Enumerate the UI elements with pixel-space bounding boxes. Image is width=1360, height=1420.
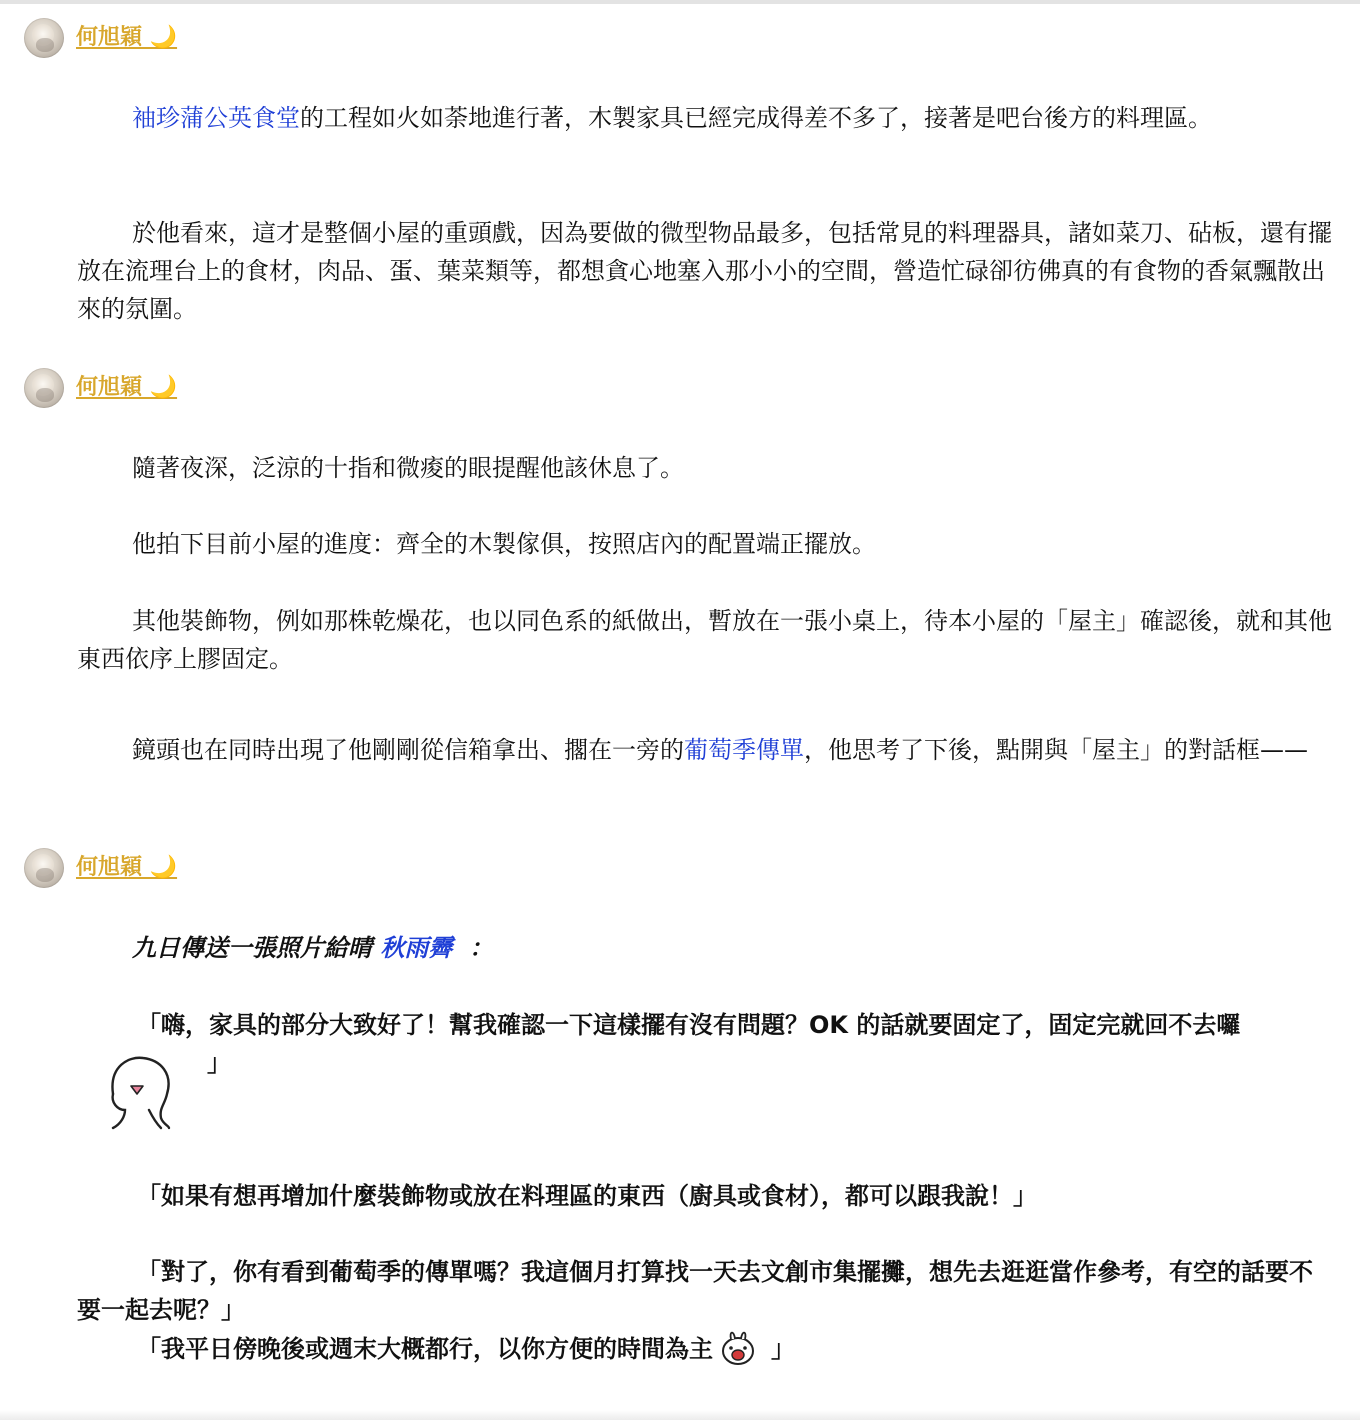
paragraph xyxy=(77,214,1332,328)
avatar[interactable] xyxy=(24,18,64,58)
post-header xyxy=(24,16,177,60)
recipient-link[interactable]: 秋雨霽 xyxy=(380,934,453,962)
paragraph xyxy=(77,731,1332,769)
message-close-quote: 」 xyxy=(207,1049,231,1077)
post-header xyxy=(24,366,177,410)
paragraph xyxy=(77,99,1332,137)
message-text: 「我平日傍晚後或週末大概都行，以你方便的時間為主 xyxy=(137,1335,713,1363)
shop-name-link[interactable]: 袖珍蒲公英食堂 xyxy=(132,104,300,132)
paragraph-text: 鏡頭也在同時出現了他剛剛從信箱拿出、擱在一旁的 xyxy=(132,736,684,764)
ghost-sticker-icon xyxy=(99,1044,179,1130)
message-close-quote: 」 xyxy=(771,1335,795,1363)
message-text: 「對了，你有看到葡萄季的傳單嗎？我這個月打算找一天去文創市集擺攤，想先去逛逛當作參考，有空的話要不要一起去呢？」 xyxy=(77,1258,1313,1324)
author-name-link[interactable]: 何旭穎 🌙 xyxy=(76,855,178,880)
paragraph xyxy=(77,525,1332,563)
bottom-edge xyxy=(0,1410,1360,1420)
avatar[interactable] xyxy=(24,848,64,888)
paragraph xyxy=(77,449,1332,487)
paragraph-text: ，他思考了下後，點開與「屋主」的對話框—— xyxy=(804,736,1308,764)
paragraph xyxy=(77,602,1332,678)
message xyxy=(77,1177,1332,1215)
message xyxy=(77,1006,1337,1130)
author-name-link[interactable]: 何旭穎 🌙 xyxy=(76,375,178,400)
action-colon: ： xyxy=(469,934,494,962)
message-text: 「如果有想再增加什麼裝飾物或放在料理區的東西（廚具或食材），都可以跟我說！」 xyxy=(137,1182,1037,1210)
message-text: 「嗨，家具的部分大致好了！幫我確認一下這樣擺有沒有問題？OK 的話就要固定了，固定完就回不去囉 xyxy=(137,1011,1241,1039)
action-text: 九日傳送一張照片給晴 xyxy=(132,934,372,962)
bunny-sticker-icon xyxy=(719,1329,757,1367)
paragraph-text: 隨著夜深，泛涼的十指和微痠的眼提醒他該休息了。 xyxy=(132,454,684,482)
paragraph-text: 其他裝飾物，例如那株乾燥花，也以同色系的紙做出，暫放在一張小桌上，待本小屋的「屋主」確認後，就和其他東西依序上膠固定。 xyxy=(77,607,1332,673)
paragraph-text: 他拍下目前小屋的進度：齊全的木製傢俱，按照店內的配置端正擺放。 xyxy=(132,530,876,558)
message xyxy=(77,1330,1332,1369)
paragraph-text: 於他看來，這才是整個小屋的重頭戲，因為要做的微型物品最多，包括常見的料理器具，諸如菜刀、砧板，還有擺放在流理台上的食材，肉品、蛋、葉菜類等，都想貪心地塞入那小小的空間，營造忙碌卻彷佛真的有食物的香氣飄散出來的氛圍。 xyxy=(77,219,1332,323)
action-line xyxy=(77,929,1332,967)
top-divider xyxy=(0,0,1360,4)
avatar[interactable] xyxy=(24,368,64,408)
flyer-link[interactable]: 葡萄季傳單 xyxy=(684,736,804,764)
post-header xyxy=(24,846,177,890)
author-name-link[interactable]: 何旭穎 🌙 xyxy=(76,25,178,50)
message xyxy=(77,1253,1332,1329)
paragraph-text: 的工程如火如荼地進行著，木製家具已經完成得差不多了，接著是吧台後方的料理區。 xyxy=(300,104,1212,132)
